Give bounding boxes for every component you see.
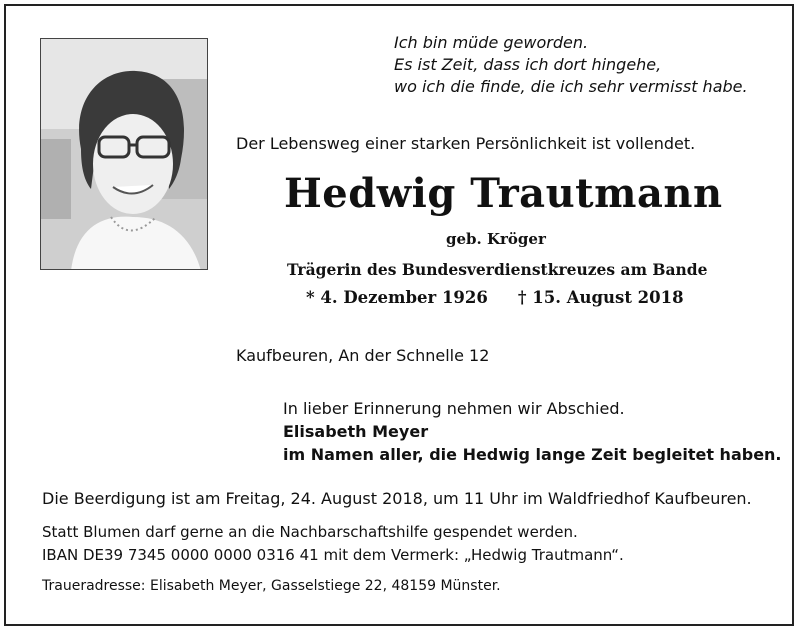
iban-line: IBAN DE39 7345 0000 0000 0316 41 mit dem Vermerk: „Hedwig Trautmann“. xyxy=(42,546,624,564)
award-text: Trägerin des Bundesverdienstkreuzes am Bande xyxy=(287,260,708,279)
poem-line: Es ist Zeit, dass ich dort hingehe, xyxy=(394,55,662,74)
deceased-name: Hedwig Trautmann xyxy=(284,170,723,217)
birth-date: * 4. Dezember 1926 xyxy=(306,288,488,307)
donation-line: Statt Blumen darf gerne an die Nachbarschaftshilfe gespendet werden. xyxy=(42,523,578,541)
farewell-line: In lieber Erinnerung nehmen wir Abschied. xyxy=(283,399,625,418)
donation-info xyxy=(42,521,624,567)
farewell-block xyxy=(283,397,782,466)
birth-name: geb. Kröger xyxy=(446,230,546,248)
intro-text: Der Lebensweg einer starken Persönlichkeit ist vollendet. xyxy=(236,134,696,153)
funeral-info: Die Beerdigung ist am Freitag, 24. August 2018, um 11 Uhr im Waldfriedhof Kaufbeuren. xyxy=(42,489,752,508)
life-dates xyxy=(306,288,684,307)
mourning-address: Traueradresse: Elisabeth Meyer, Gasselstiege 22, 48159 Münster. xyxy=(42,578,501,594)
poem-line: wo ich die finde, die ich sehr vermisst habe. xyxy=(394,77,748,96)
poem xyxy=(394,32,748,98)
death-date: † 15. August 2018 xyxy=(517,288,684,307)
farewell-line: im Namen aller, die Hedwig lange Zeit begleitet haben. xyxy=(283,445,782,464)
poem-line: Ich bin müde geworden. xyxy=(394,33,589,52)
portrait-photo xyxy=(40,38,208,270)
residence-address: Kaufbeuren, An der Schnelle 12 xyxy=(236,346,490,365)
mourner-name: Elisabeth Meyer xyxy=(283,422,429,441)
